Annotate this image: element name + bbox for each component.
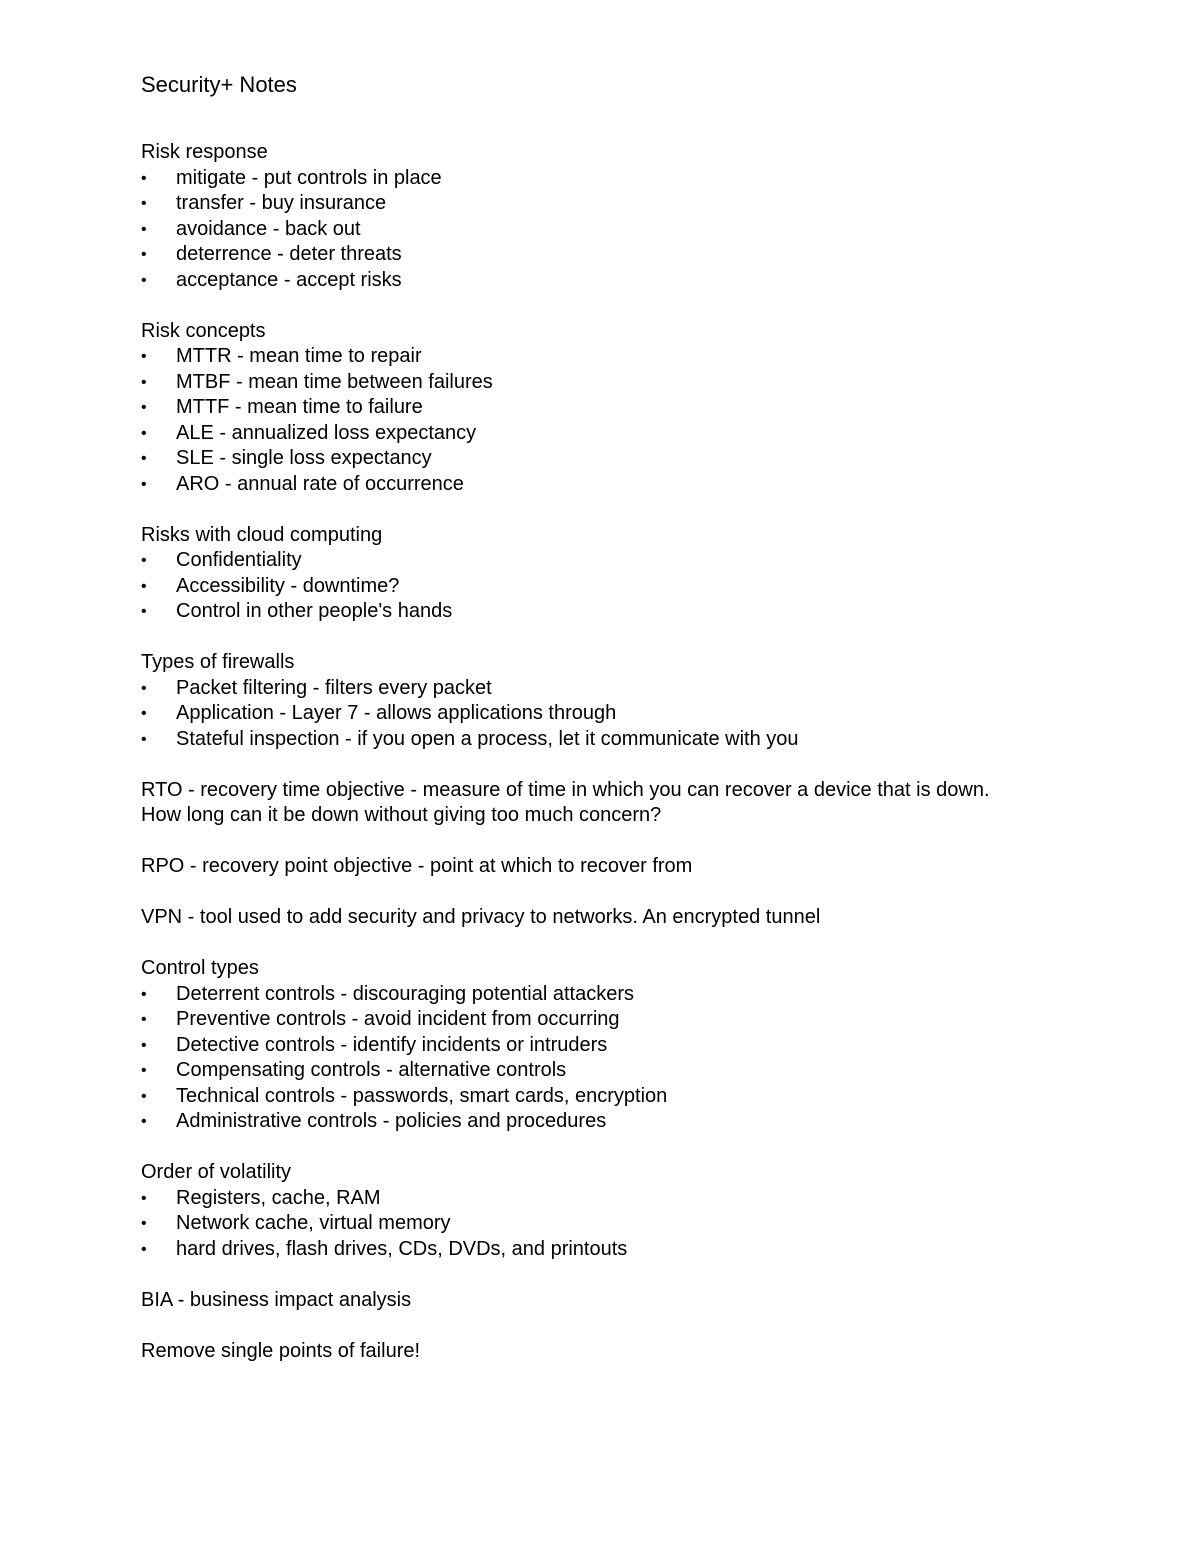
- list-item: [141, 727, 1021, 753]
- bullet-icon: •: [141, 1215, 147, 1232]
- list-item: [141, 421, 1021, 447]
- list-item: [141, 1084, 1021, 1110]
- document-body: [141, 140, 1021, 1390]
- section-block: [141, 523, 1021, 625]
- list-item-text: hard drives, flash drives, CDs, DVDs, and printouts: [176, 1237, 628, 1260]
- list-item: [141, 395, 1021, 421]
- bullet-icon: •: [141, 1113, 147, 1130]
- list-item: [141, 217, 1021, 243]
- list-item-text: MTTR - mean time to repair: [176, 345, 422, 367]
- list-item-text: Deterrent controls - discouraging potential attackers: [176, 982, 635, 1005]
- list-item: [141, 701, 1021, 727]
- list-item-text: MTBF - mean time between failures: [176, 370, 493, 393]
- list-item: [141, 166, 1021, 192]
- bullet-icon: •: [141, 246, 147, 263]
- list-item-text: Compensating controls - alternative controls: [176, 1059, 567, 1081]
- paragraph: VPN - tool used to add security and privacy to networks. An encrypted tunnel: [141, 906, 821, 928]
- bullet-icon: •: [141, 271, 147, 289]
- section-block: [141, 1339, 1021, 1365]
- list-item-text: Confidentiality: [176, 549, 302, 571]
- bullet-icon: •: [141, 348, 147, 365]
- list-item-text: Application - Layer 7 - allows applications through: [176, 702, 617, 724]
- list-item: [141, 446, 1021, 472]
- list-item: [141, 191, 1021, 217]
- list-item: [141, 242, 1021, 268]
- list-item: [141, 548, 1021, 574]
- section-heading: Risks with cloud computing: [141, 523, 383, 546]
- list-item: [141, 599, 1021, 625]
- bullet-icon: •: [141, 679, 147, 697]
- bullet-list: [141, 548, 1021, 625]
- list-item: [141, 574, 1021, 600]
- list-item-text: Stateful inspection - if you open a process, let it communicate with you: [176, 727, 799, 750]
- bullet-icon: •: [141, 195, 147, 212]
- bullet-icon: •: [141, 475, 147, 493]
- bullet-icon: •: [141, 399, 147, 416]
- list-item: [141, 1033, 1021, 1059]
- list-item: [141, 982, 1021, 1008]
- list-item: [141, 370, 1021, 396]
- list-item-text: SLE - single loss expectancy: [176, 447, 432, 469]
- paragraph: BIA - business impact analysis: [141, 1288, 412, 1311]
- list-item: [141, 1237, 1021, 1263]
- section-block: [141, 854, 1021, 880]
- bullet-icon: •: [141, 450, 147, 467]
- bullet-icon: •: [141, 730, 147, 748]
- section-block: [141, 1160, 1021, 1262]
- list-item-text: Technical controls - passwords, smart cards, encryption: [176, 1084, 668, 1107]
- list-item: [141, 1186, 1021, 1212]
- list-item-text: Accessibility - downtime?: [176, 574, 400, 597]
- list-item-text: mitigate - put controls in place: [176, 166, 442, 189]
- section-heading: Control types: [141, 957, 259, 979]
- bullet-icon: •: [141, 424, 147, 442]
- bullet-icon: •: [141, 1240, 147, 1258]
- bullet-icon: •: [141, 169, 147, 187]
- list-item-text: Administrative controls - policies and procedures: [176, 1110, 607, 1132]
- bullet-icon: •: [141, 373, 147, 391]
- bullet-icon: •: [141, 1087, 147, 1105]
- list-item: [141, 268, 1021, 294]
- bullet-icon: •: [141, 603, 147, 620]
- section-block: [141, 650, 1021, 752]
- list-item: [141, 1211, 1021, 1237]
- list-item-text: Network cache, virtual memory: [176, 1212, 451, 1234]
- list-item-text: Packet filtering - filters every packet: [176, 676, 492, 699]
- section-heading: Order of volatility: [141, 1161, 292, 1183]
- list-item: [141, 1058, 1021, 1084]
- list-item: [141, 676, 1021, 702]
- section-block: [141, 140, 1021, 293]
- section-block: [141, 778, 1021, 829]
- section-block: [141, 1288, 1021, 1314]
- list-item: [141, 472, 1021, 498]
- list-item: [141, 1007, 1021, 1033]
- bullet-icon: •: [141, 1011, 147, 1028]
- bullet-list: [141, 166, 1021, 294]
- bullet-icon: •: [141, 1036, 147, 1054]
- section-block: [141, 956, 1021, 1135]
- document-title: Security+ Notes: [141, 72, 297, 97]
- list-item: [141, 1109, 1021, 1135]
- list-item-text: ARO - annual rate of occurrence: [176, 472, 464, 495]
- list-item-text: Detective controls - identify incidents or intruders: [176, 1033, 608, 1056]
- bullet-icon: •: [141, 985, 147, 1003]
- list-item-text: acceptance - accept risks: [176, 268, 402, 291]
- bullet-icon: •: [141, 705, 147, 722]
- section-block: [141, 319, 1021, 498]
- section-heading: Types of firewalls: [141, 651, 295, 673]
- list-item-text: Preventive controls - avoid incident from occurring: [176, 1008, 620, 1030]
- bullet-icon: •: [141, 1062, 147, 1079]
- section-block: [141, 905, 1021, 931]
- bullet-list: [141, 1186, 1021, 1263]
- list-item: [141, 344, 1021, 370]
- bullet-icon: •: [141, 577, 147, 595]
- bullet-list: [141, 344, 1021, 497]
- list-item-text: avoidance - back out: [176, 217, 361, 240]
- bullet-icon: •: [141, 1189, 147, 1207]
- list-item-text: deterrence - deter threats: [176, 243, 402, 265]
- paragraph: Remove single points of failure!: [141, 1339, 421, 1362]
- bullet-icon: •: [141, 220, 147, 238]
- section-heading: Risk concepts: [141, 319, 266, 342]
- paragraph: RTO - recovery time objective - measure of time in which you can recover a device that is down. How long can it be down without giving too much concern?: [141, 778, 990, 826]
- paragraph: RPO - recovery point objective - point at which to recover from: [141, 855, 693, 877]
- list-item-text: transfer - buy insurance: [176, 192, 387, 214]
- bullet-list: [141, 676, 1021, 753]
- list-item-text: ALE - annualized loss expectancy: [176, 421, 477, 444]
- list-item-text: MTTF - mean time to failure: [176, 396, 423, 418]
- bullet-list: [141, 982, 1021, 1135]
- bullet-icon: •: [141, 552, 147, 569]
- list-item-text: Control in other people's hands: [176, 600, 453, 622]
- section-heading: Risk response: [141, 141, 268, 163]
- list-item-text: Registers, cache, RAM: [176, 1186, 381, 1209]
